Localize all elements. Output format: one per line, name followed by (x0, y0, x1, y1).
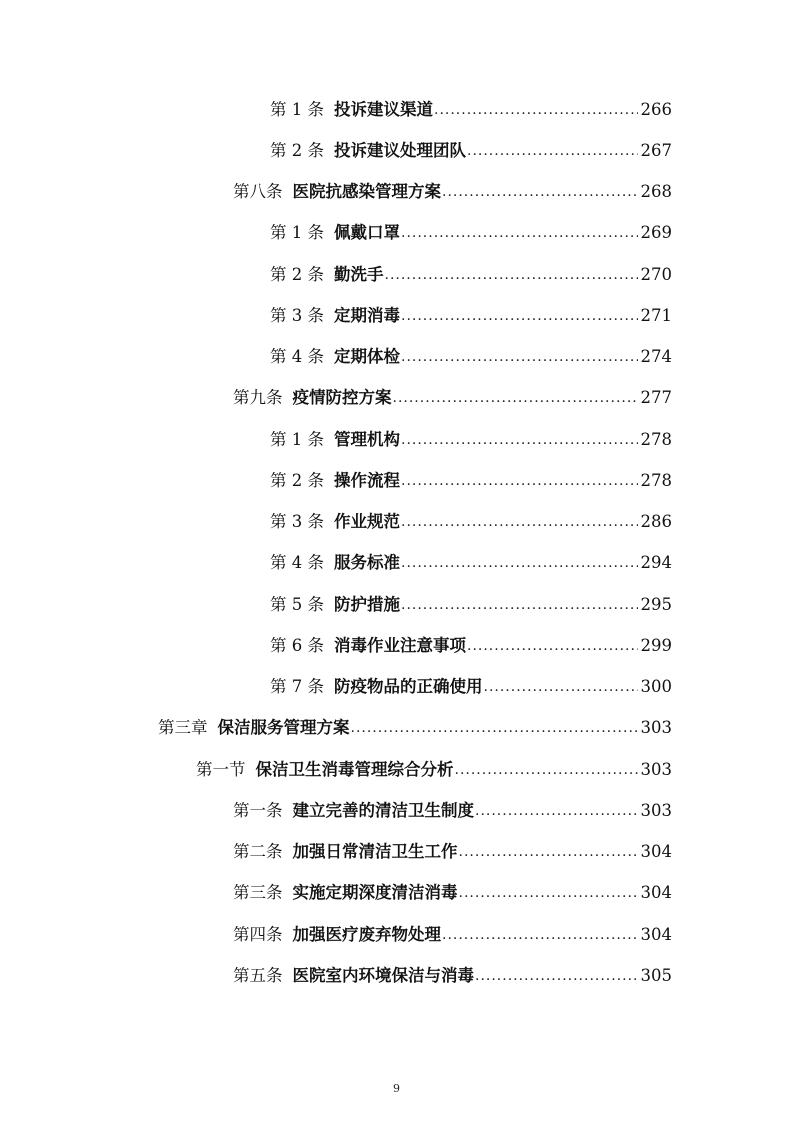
toc-entry-title: 建立完善的清洁卫生制度 (292, 800, 474, 820)
toc-entry-title: 投诉建议渠道 (334, 99, 433, 119)
toc-entry-label: 第 6 条 (270, 635, 324, 655)
toc-entry-page: 294 (640, 553, 672, 573)
toc-entry-title: 消毒作业注意事项 (334, 635, 466, 655)
toc-entry[interactable] (0, 955, 793, 996)
toc-entry-label: 第 3 条 (270, 512, 324, 532)
toc-leader-dots (442, 181, 638, 203)
toc-entry-label: 第一节 (196, 759, 246, 779)
toc-entry-title: 定期体检 (334, 347, 400, 367)
toc-entry-page: 274 (640, 347, 672, 367)
toc-entry-label: 第三章 (158, 718, 208, 738)
toc-entry-page: 300 (640, 677, 672, 697)
toc-entry-title: 实施定期深度清洁消毒 (292, 883, 458, 903)
toc-entry-label: 第八条 (233, 182, 283, 202)
toc-leader-dots (467, 140, 638, 162)
toc-leader-dots (401, 552, 638, 574)
toc-entry-title: 保洁卫生消毒管理综合分析 (255, 759, 454, 779)
toc-entry[interactable] (0, 295, 793, 336)
toc-entry[interactable] (0, 130, 793, 171)
toc-entry-title: 服务标准 (334, 553, 400, 573)
toc-entry-title: 定期消毒 (334, 305, 400, 325)
toc-entry-page: 304 (640, 924, 672, 944)
toc-entry-label: 第 4 条 (270, 347, 324, 367)
toc-entry[interactable] (0, 254, 793, 295)
toc-leader-dots (401, 305, 638, 327)
toc-entry-title: 防护措施 (334, 594, 400, 614)
toc-entry-label: 第 2 条 (270, 140, 324, 160)
toc-entry[interactable] (0, 914, 793, 955)
toc-entry-label: 第四条 (233, 924, 283, 944)
toc-entry-page: 278 (640, 429, 672, 449)
toc-leader-dots (475, 800, 638, 822)
toc-entry-label: 第 5 条 (270, 594, 324, 614)
toc-entry[interactable] (0, 543, 793, 584)
toc-leader-dots (459, 841, 639, 863)
toc-entry-page: 267 (640, 140, 672, 160)
toc-entry-page: 266 (640, 99, 672, 119)
toc-entry[interactable] (0, 213, 793, 254)
toc-entry-page: 304 (640, 883, 672, 903)
toc-entry[interactable] (0, 790, 793, 831)
toc-leader-dots (475, 965, 638, 987)
toc-entry-page: 271 (640, 305, 672, 325)
toc-leader-dots (401, 594, 638, 616)
toc-entry-label: 第 3 条 (270, 305, 324, 325)
toc-entry-label: 第九条 (233, 388, 283, 408)
toc-leader-dots (467, 635, 638, 657)
toc-entry-page: 303 (640, 759, 672, 779)
toc-entry-label: 第三条 (233, 883, 283, 903)
toc-entry-title: 佩戴口罩 (334, 223, 400, 243)
toc-leader-dots (442, 924, 638, 946)
toc-entry-page: 268 (640, 182, 672, 202)
toc-entry-label: 第二条 (233, 842, 283, 862)
toc-entry-title: 防疫物品的正确使用 (334, 677, 483, 697)
toc-entry[interactable] (0, 667, 793, 708)
toc-entry-title: 加强医疗废弃物处理 (292, 924, 441, 944)
toc-leader-dots (459, 882, 639, 904)
toc-entry[interactable] (0, 502, 793, 543)
toc-entry-chapter[interactable] (0, 708, 793, 749)
toc-leader-dots (401, 429, 638, 451)
toc-entry-title: 操作流程 (334, 470, 400, 490)
toc-entry-label: 第 1 条 (270, 429, 324, 449)
toc-entry-page: 303 (640, 718, 672, 738)
toc-leader-dots (484, 676, 639, 698)
toc-leader-dots (401, 222, 638, 244)
toc-leader-dots (401, 511, 638, 533)
toc-entry-title: 作业规范 (334, 512, 400, 532)
toc-entry-page: 278 (640, 470, 672, 490)
toc-entry[interactable] (0, 89, 793, 130)
toc-leader-dots (401, 346, 638, 368)
toc-entry-title: 医院抗感染管理方案 (292, 182, 441, 202)
toc-entry-label: 第 2 条 (270, 470, 324, 490)
toc-entry[interactable] (0, 625, 793, 666)
toc-leader-dots (351, 717, 639, 739)
toc-entry-title: 管理机构 (334, 429, 400, 449)
toc-entry-title: 保洁服务管理方案 (217, 718, 350, 738)
toc-entry-label: 第 4 条 (270, 553, 324, 573)
toc-entry[interactable] (0, 172, 793, 213)
toc-entry-label: 第 1 条 (270, 223, 324, 243)
toc-entry-page: 277 (640, 388, 672, 408)
toc-entry-label: 第五条 (233, 965, 283, 985)
toc-entry-label: 第一条 (233, 800, 283, 820)
table-of-contents (0, 89, 793, 997)
toc-entry[interactable] (0, 419, 793, 460)
toc-entry-page: 305 (640, 965, 672, 985)
toc-entry-title: 医院室内环境保洁与消毒 (292, 965, 474, 985)
toc-entry-label: 第 1 条 (270, 99, 324, 119)
toc-entry[interactable] (0, 832, 793, 873)
page-number: 9 (393, 1082, 400, 1095)
toc-entry-title: 投诉建议处理团队 (334, 140, 466, 160)
toc-entry[interactable] (0, 873, 793, 914)
toc-entry-section[interactable] (0, 749, 793, 790)
toc-entry[interactable] (0, 460, 793, 501)
toc-leader-dots (385, 264, 639, 286)
toc-entry-label: 第 7 条 (270, 677, 324, 697)
toc-entry-page: 299 (640, 635, 672, 655)
toc-entry-page: 270 (640, 264, 672, 284)
toc-entry-page: 295 (640, 594, 672, 614)
toc-entry-label: 第 2 条 (270, 264, 324, 284)
toc-leader-dots (455, 759, 639, 781)
toc-leader-dots (393, 387, 639, 409)
toc-entry-title: 勤洗手 (334, 264, 384, 284)
toc-entry-title: 疫情防控方案 (292, 388, 392, 408)
toc-entry[interactable] (0, 378, 793, 419)
toc-entry-page: 304 (640, 842, 672, 862)
toc-entry[interactable] (0, 584, 793, 625)
toc-entry-page: 303 (640, 800, 672, 820)
toc-entry-title: 加强日常清洁卫生工作 (292, 842, 458, 862)
toc-leader-dots (434, 99, 638, 121)
toc-leader-dots (401, 470, 638, 492)
toc-entry-page: 286 (640, 512, 672, 532)
toc-entry[interactable] (0, 337, 793, 378)
toc-entry-page: 269 (640, 223, 672, 243)
